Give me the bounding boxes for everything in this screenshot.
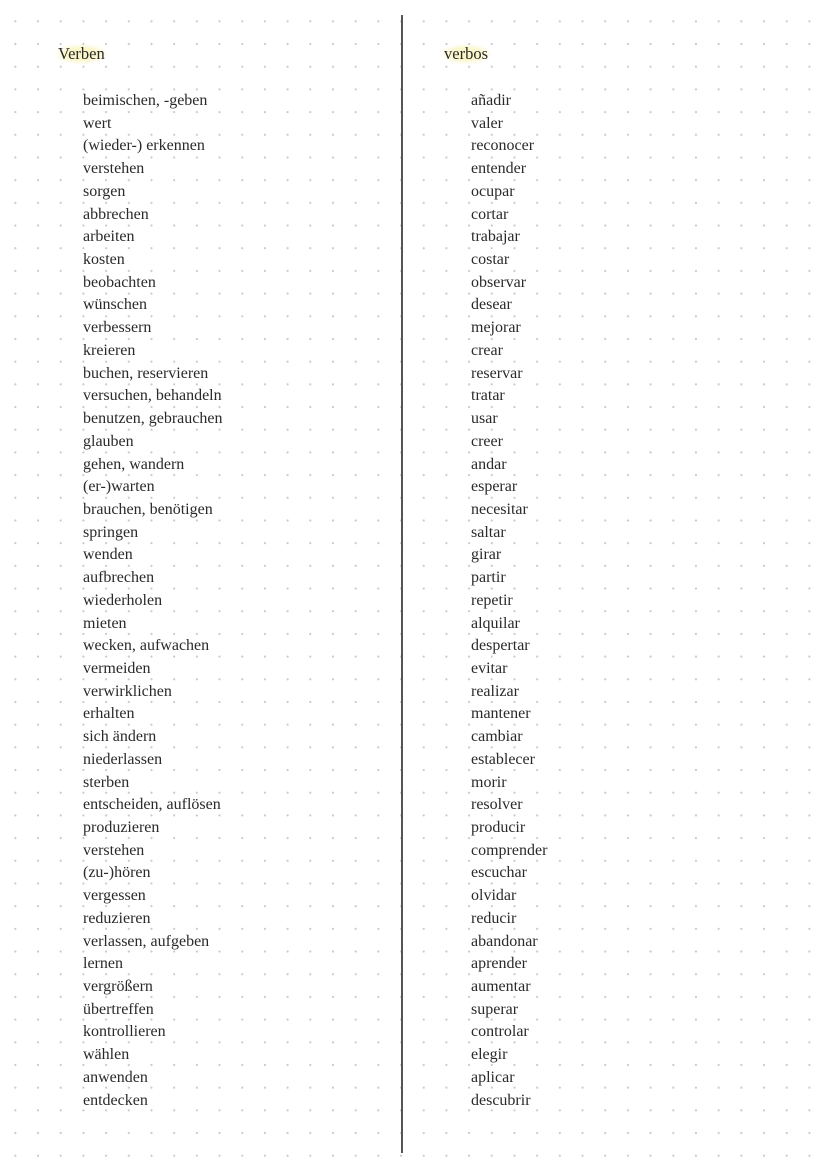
german-word: vermeiden [83, 659, 151, 677]
german-word: glauben [83, 432, 134, 450]
spanish-word-list [471, 90, 547, 1112]
spanish-word: creer [471, 432, 503, 450]
german-word: kosten [83, 251, 125, 269]
german-word: wählen [83, 1046, 130, 1064]
german-word: wert [83, 114, 112, 132]
spanish-word: valer [471, 114, 503, 132]
german-word: verstehen [83, 160, 145, 178]
german-word: erhalten [83, 705, 135, 723]
german-word: benutzen, gebrauchen [83, 410, 223, 428]
german-word: wiederholen [83, 591, 163, 609]
spanish-word: partir [471, 569, 506, 587]
spanish-word: establecer [471, 750, 535, 768]
german-word: lernen [83, 955, 123, 973]
spanish-word: desear [471, 296, 512, 314]
spanish-word: añadir [471, 92, 511, 109]
spanish-word: mejorar [471, 319, 521, 337]
spanish-word: entender [471, 160, 527, 178]
spanish-word: repetir [471, 591, 513, 609]
spanish-word: alquilar [471, 614, 520, 632]
spanish-word: producir [471, 819, 526, 836]
spanish-word: aprender [471, 955, 527, 973]
german-word: kreieren [83, 341, 136, 359]
german-word: kontrollieren [83, 1023, 166, 1041]
german-word: vergessen [83, 887, 146, 905]
german-word: verwirklichen [83, 682, 172, 700]
spanish-word: cortar [471, 205, 509, 223]
german-word: beimischen, -geben [83, 92, 208, 109]
spanish-word: comprender [471, 841, 548, 859]
spanish-word: costar [471, 251, 510, 269]
german-word: beobachten [83, 273, 156, 291]
german-word: springen [83, 523, 139, 541]
german-word: gehen, wandern [83, 455, 185, 473]
spanish-word: escuchar [471, 864, 527, 882]
spanish-word: olvidar [471, 887, 517, 905]
spanish-word: morir [471, 773, 507, 791]
german-word: verbessern [83, 319, 152, 337]
german-word-list [83, 90, 222, 1112]
german-word: (wieder-) erkennen [83, 137, 205, 155]
spanish-word: abandonar [471, 932, 538, 950]
german-word: übertreffen [83, 1000, 154, 1018]
german-word: wecken, aufwachen [83, 637, 210, 655]
german-word: vergrößern [83, 978, 153, 996]
german-heading: Verben [55, 44, 108, 64]
german-word: wenden [83, 546, 133, 564]
spanish-word: elegir [471, 1046, 508, 1064]
spanish-word: superar [471, 1000, 519, 1018]
german-word: sterben [83, 773, 130, 791]
german-word: brauchen, benötigen [83, 500, 213, 518]
german-word: arbeiten [83, 228, 135, 246]
spanish-word: mantener [471, 705, 531, 723]
spanish-word: evitar [471, 659, 508, 677]
spanish-word: reconocer [471, 137, 535, 155]
spanish-word: esperar [471, 478, 518, 496]
german-word: sorgen [83, 182, 126, 200]
german-word: (zu-)hören [83, 864, 151, 882]
german-word: anwenden [83, 1068, 148, 1086]
spanish-word: andar [471, 455, 507, 473]
spanish-word: reducir [471, 909, 517, 927]
spanish-word: girar [471, 546, 502, 564]
spanish-word: aplicar [471, 1068, 515, 1086]
german-word: versuchen, behandeln [83, 387, 222, 405]
spanish-word: usar [471, 410, 498, 428]
spanish-word: controlar [471, 1023, 529, 1041]
spanish-word: crear [471, 341, 503, 359]
german-word: entdecken [83, 1091, 148, 1109]
spanish-word: aumentar [471, 978, 531, 996]
spanish-word: cambiar [471, 728, 523, 746]
german-word: reduzieren [83, 909, 151, 927]
german-word: entscheiden, auflösen [83, 796, 221, 814]
german-word: niederlassen [83, 750, 163, 768]
spanish-word: resolver [471, 796, 523, 814]
spanish-word: reservar [471, 364, 523, 382]
german-word: aufbrechen [83, 569, 155, 587]
spanish-word: necesitar [471, 500, 528, 518]
spanish-word: ocupar [471, 182, 515, 200]
german-word: (er-)warten [83, 478, 155, 496]
german-word: mieten [83, 614, 127, 632]
column-divider [401, 15, 403, 1153]
german-word: produzieren [83, 819, 160, 836]
spanish-word: realizar [471, 682, 519, 700]
spanish-word: despertar [471, 637, 530, 655]
german-word: buchen, reservieren [83, 364, 209, 382]
german-word: sich ändern [83, 728, 157, 746]
german-word: verlassen, aufgeben [83, 932, 210, 950]
german-word: abbrechen [83, 205, 149, 223]
german-word: verstehen [83, 841, 145, 859]
german-word: wünschen [83, 296, 147, 314]
spanish-word: observar [471, 273, 527, 291]
spanish-word: saltar [471, 523, 506, 541]
spanish-word: trabajar [471, 228, 520, 246]
spanish-heading: verbos [441, 44, 491, 64]
spanish-word: descubrir [471, 1091, 531, 1109]
spanish-word: tratar [471, 387, 505, 405]
